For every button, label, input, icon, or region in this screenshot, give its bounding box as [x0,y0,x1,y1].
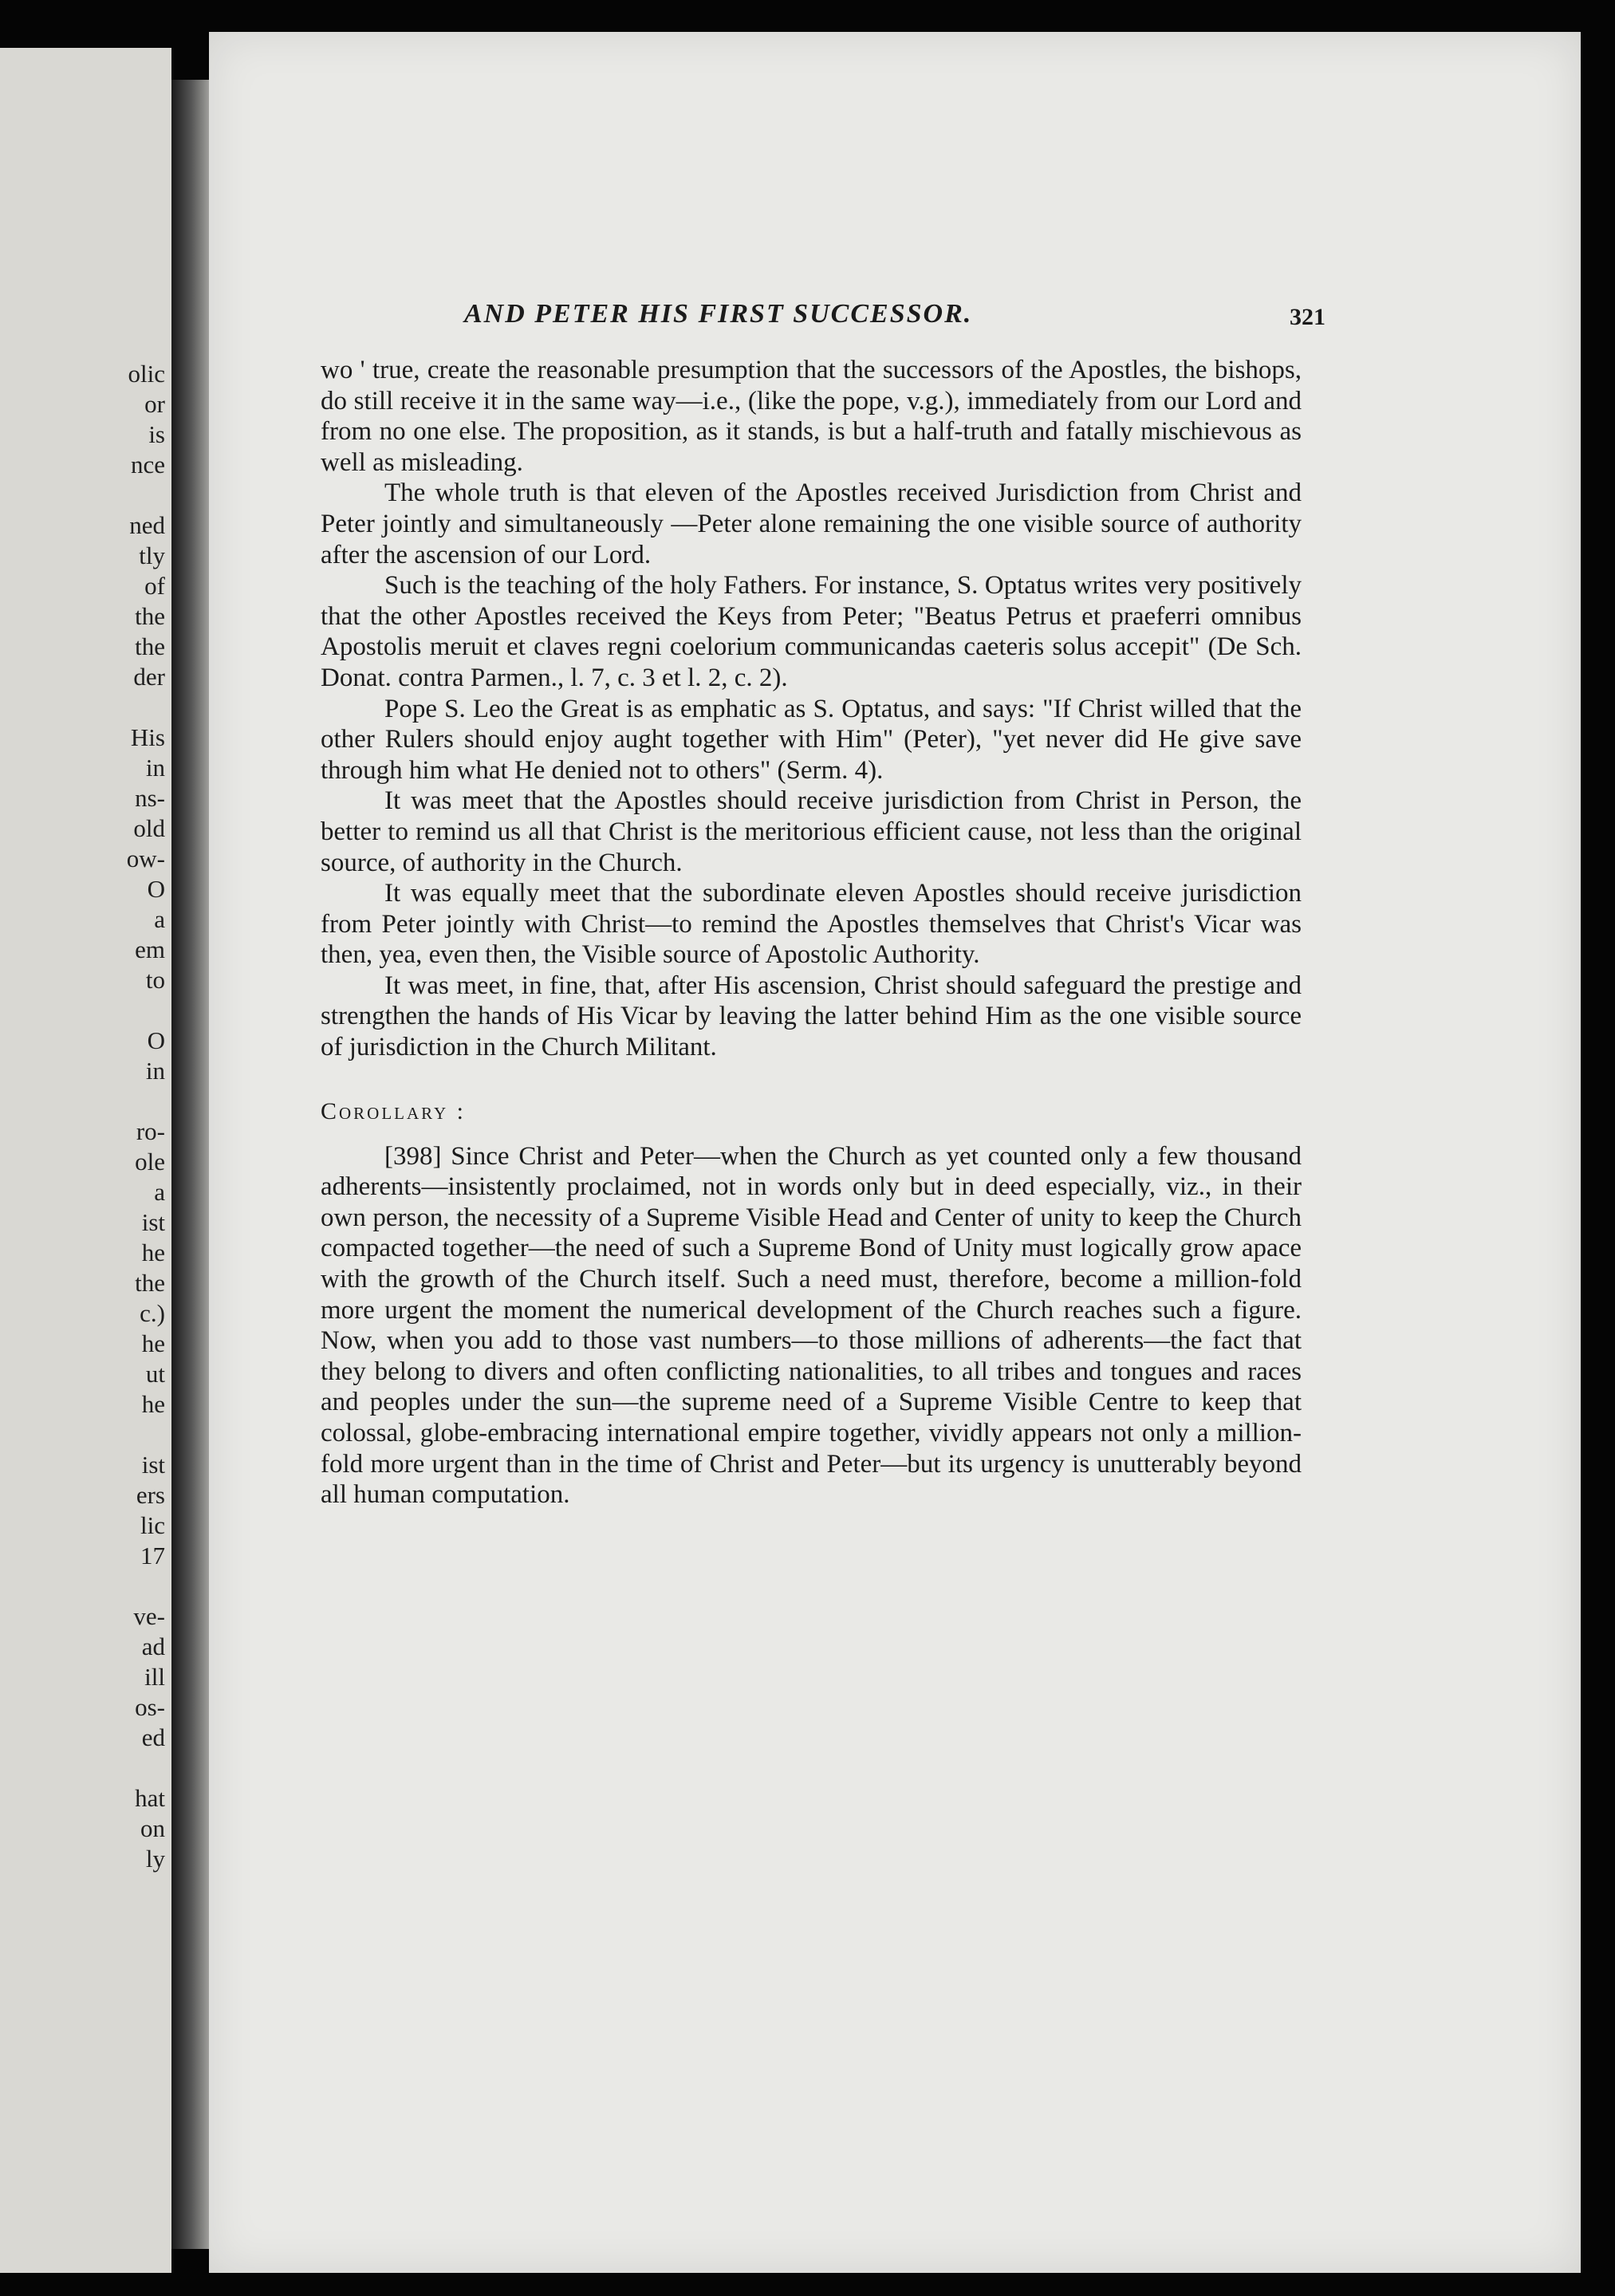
corollary-paragraph: [398] Since Christ and Peter—when the Church as yet counted only a few thousand adherents—insistently proclaimed, not in words only but in deed especially, viz., in their own person, the necessity of a Supreme Visible Head and Center of unity to keep the Church compacted together—the need of such a Supreme Bond of Unity must logically grow apace with the growth of the Church itself. Such a need must, therefore, become a million-fold more urgent the moment the numerical development of the Church reaches such a figure. Now, when you add to those vast numbers—to those millions of adherents—the fact that they belong to divers and often conflicting nationalities, to all tribes and tongues and races and peoples under the sun—the supreme need of a Supreme Visible Centre to keep that colossal, globe-embracing international empire together, vividly appears not only a million-fold more urgent than in the time of Christ and Peter—but its urgency is unutterably beyond all human computation. [321,1141,1302,1510]
left-page-fragment: he [141,1239,165,1266]
left-page-fragment: hat [135,1784,165,1812]
left-page-fragment: ist [141,1208,165,1236]
left-page-fragment: olic [128,360,165,388]
left-page-fragment: in [145,754,165,782]
paragraph-4: Pope S. Leo the Great is as emphatic as S. Optatus, and says: "If Christ willed that the other Rulers should enjoy aught together with Him" (Peter), "yet never did He give save through him what He denied not to others" (Serm. 4). [321,694,1302,785]
left-page-fragment: old [133,814,165,842]
left-page-fragment: ist [141,1451,165,1479]
left-page-fragment: or [144,390,165,418]
left-page-fragment: ve- [133,1602,165,1630]
left-page-fragment: to [145,966,165,994]
left-page-fragment: is [148,420,165,448]
paragraph-7: It was meet, in fine, that, after His ascension, Christ should safeguard the prestige and strengthen the hands of His Vicar by leaving the latter behind Him as the one visible source of jurisdiction in the Church Militant. [321,971,1302,1062]
left-page-fragment: O [147,1026,165,1054]
left-page-fragment [44,1086,171,1116]
left-page-fragment: lic [140,1511,165,1539]
paragraph-5: It was meet that the Apostles should receive jurisdiction from Christ in Person, the better to remind us all that Christ is the meritorious efficient cause, not less than the original source, of authority in the Church. [321,786,1302,877]
left-page-fragment: os- [135,1693,165,1721]
left-page-fragment [44,692,171,723]
left-page-fragment: ut [145,1360,165,1388]
left-page-fragment: O [147,875,165,903]
left-page-fragments [44,359,171,1874]
left-page-fragment: ole [135,1148,165,1176]
left-page-fragment: ed [141,1723,165,1751]
left-page-fragment: of [144,572,165,600]
left-page-fragment: c.) [140,1299,165,1327]
left-page-fragment: 17 [140,1542,165,1569]
left-page-fragment [44,1753,171,1783]
left-page-fragment: His [130,723,165,751]
left-page-fragment [44,480,171,510]
left-page-fragment: der [133,663,165,691]
paragraph-3: Such is the teaching of the holy Fathers. For instance, S. Optatus writes very positively that the other Apostles received the Keys from Peter; "Beatus Petrus et praeferri omnibus Apostolis meruit et claves regni coelorium communicandas caeteris solus accepit" (De Sch. Donat. contra Parmen., l. 7, c. 3 et l. 2, c. 2). [321,571,1302,692]
left-page-fragment: ow- [126,845,165,872]
left-page-fragment: nce [130,451,165,478]
corollary-heading: Corollary : [321,1097,467,1124]
paragraph-1: wo ' true, create the reasonable presumption that the successors of the Apostles, the bishops, do still receive it in the same way—i.e., (like the pope, v.g.), immediately from our Lord and from no one else. The proposition, as it stands, is but a half-truth and fatally mischievous as well as misleading. [321,356,1302,477]
left-page-fragment: ill [144,1663,165,1691]
paragraph-2: The whole truth is that eleven of the Apostles received Jurisdiction from Christ and Peter jointly and simultaneously —Peter alone remaining the one visible source of authority after the ascension of our Lord. [321,478,1302,569]
left-page-fragment: he [141,1329,165,1357]
paragraph-6: It was equally meet that the subordinate eleven Apostles should receive jurisdiction from Peter jointly with Christ—to remind the Apostles themselves that Christ's Vicar was then, yea, even then, the Visible source of Apostolic Authority. [321,879,1302,970]
left-page-fragment: in [145,1057,165,1085]
running-title: AND PETER HIS FIRST SUCCESSOR. [464,299,973,329]
left-page-fragment: the [135,602,165,630]
left-page-fragment [44,995,171,1026]
left-page-fragment [44,1420,171,1450]
left-page-fragment: a [154,905,165,933]
left-page-fragment: ad [141,1632,165,1660]
page-content [321,299,1325,1510]
left-page-fragment: ns- [135,784,165,812]
left-page-fragment: on [140,1814,165,1842]
right-page [209,32,1581,2273]
left-page-fragment: he [141,1390,165,1418]
left-page-fragment: a [154,1178,165,1206]
left-page-fragment [44,1571,171,1601]
left-page-fragment: the [135,632,165,660]
left-page-fragment: em [135,935,165,963]
left-page-fragment: ly [145,1845,165,1873]
running-head [321,299,1325,355]
left-page-fragment: ers [136,1481,165,1509]
left-page-fragment: tly [139,542,165,569]
page-number: 321 [1290,304,1325,330]
left-page-fragment: ned [129,511,165,539]
left-page-fragment: the [135,1269,165,1297]
left-page-edge [0,48,171,2273]
left-page-fragment: ro- [136,1117,165,1145]
